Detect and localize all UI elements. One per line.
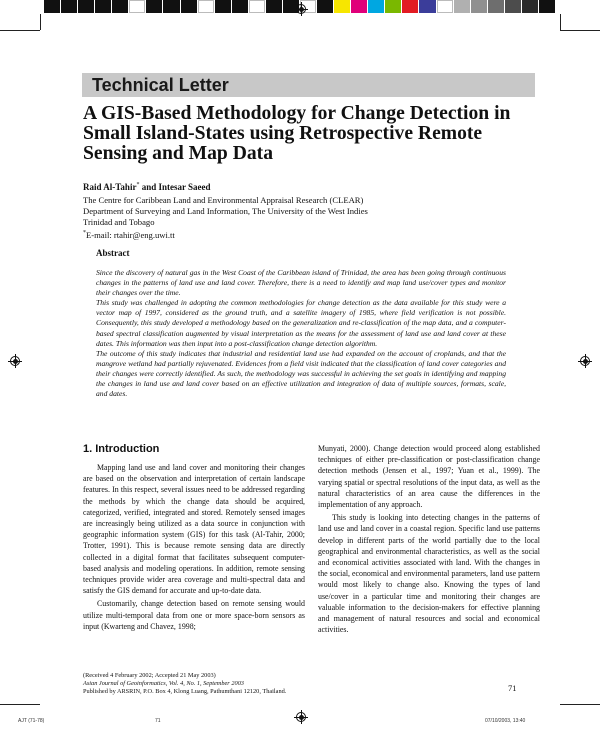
color-swatch bbox=[95, 0, 111, 13]
author-1: Raid Al-Tahir bbox=[83, 182, 137, 192]
crop-mark bbox=[40, 14, 41, 30]
author-marker: * bbox=[136, 182, 140, 188]
abstract-paragraph-2: This study was challenged in adopting the common methodologies for change detection as the data available for this study were a vector map of 1997, considered as the ground truth, and a satellite imagery of 1985, where field verification is not possible. Consequently, this study developed a methodology based on the generalization and re-classification of the map data, and a computer-based spectral classification augmented by visual interpretation as the means for the assessment of land use and land cover at these dates. This information was then input into a post-classification change detection algorithm. bbox=[96, 298, 506, 348]
color-swatch bbox=[488, 0, 504, 13]
intro-paragraph-3: Munyati, 2000). Change detection would proceed along established techniques of either pre-classification or post-classification change detection methods (Jensen et al., 1997; Yuan et al., 1999). The varying spatial or spectral resolutions of the input data, as well as the natural characteristics of an area cause the differences in the implementation of any approach. bbox=[318, 444, 540, 510]
crop-mark bbox=[560, 704, 600, 705]
crop-mark bbox=[560, 30, 600, 31]
author-2: Intesar Saeed bbox=[158, 182, 211, 192]
abstract-heading: Abstract bbox=[96, 248, 130, 258]
color-swatch bbox=[368, 0, 384, 13]
crop-mark bbox=[0, 30, 40, 31]
author-join: and bbox=[139, 182, 159, 192]
color-swatch bbox=[61, 0, 77, 13]
color-swatch bbox=[146, 0, 162, 13]
section-heading-introduction: 1. Introduction bbox=[83, 443, 160, 455]
paper-title: A GIS-Based Methodology for Change Detection in Small Island-States using Retrospective Remote Sensing and Map Data bbox=[83, 103, 511, 164]
color-swatch bbox=[129, 0, 145, 13]
color-swatch bbox=[334, 0, 350, 13]
section-label: Technical Letter bbox=[92, 75, 229, 95]
color-swatch bbox=[249, 0, 265, 13]
affiliation-2: Department of Surveying and Land Information, The University of the West Indies bbox=[83, 206, 368, 216]
color-swatch bbox=[402, 0, 418, 13]
abstract-paragraph-3: The outcome of this study indicates that industrial and residential land use had expanded on the account of croplands, and that the mangrove wetland had partially rejuvenated. Evidences from a field visit indicated that the classification of land cover categories and their changes were correctly identified. As such, the methodology was successful in achieving the set goals in identifying and mapping the changes in land use and land cover based on an effective utilization and integration of data of multiple sources, formats, scale, and dates. bbox=[96, 348, 506, 399]
color-swatch bbox=[454, 0, 470, 13]
abstract-body bbox=[96, 268, 506, 399]
color-swatch bbox=[44, 0, 60, 13]
slug-date: 07/10/2003, 13:40 bbox=[485, 718, 526, 724]
page-number: 71 bbox=[508, 683, 517, 693]
registration-mark-right-icon bbox=[578, 354, 592, 368]
color-swatch bbox=[266, 0, 282, 13]
publication-footnote bbox=[83, 672, 286, 695]
abstract-paragraph-1: Since the discovery of natural gas in the West Coast of the Caribbean island of Trinidad, the area has been going through continuous changes in the patterns of land use and land cover. Therefore, there is a need to identify and map land use/cover types and monitor their changes over the time. bbox=[96, 268, 506, 298]
intro-paragraph-2: Customarily, change detection based on remote sensing would utilize multi-temporal data from one or more space-born sensors as input (Kwarteng and Chavez, 1998; bbox=[83, 599, 305, 631]
color-swatch bbox=[317, 0, 333, 13]
color-swatch bbox=[539, 0, 555, 13]
color-swatch bbox=[232, 0, 248, 13]
crop-mark bbox=[0, 704, 40, 705]
slug-page: 71 bbox=[155, 718, 161, 724]
slug-file: AJT (71-78) bbox=[18, 718, 45, 724]
publisher-line: Published by ARSRIN, P.O. Box 4, Klong Luang, Pathumthani 12120, Thailand. bbox=[83, 687, 287, 695]
intro-paragraph-1: Mapping land use and land cover and monitoring their changes are based on the observation and interpretation of certain landscape features. In this respect, several issues need to be addressed regarding the methods by which the change data should be acquired, categorized, verified, integrated and stored. Remotely sensed images are increasingly being utilized as a data source in conjunction with geographic information system (GIS) for this task (Al-Tahir, 2000; Trotter, 1991). This is because remote sensing data are directly collected in a digital format that facilitates subsequent computer-based analysis and modeling operations. In addition, remote sensing techniques provide wider area coverage and multi-spectral data and satisfy the GIS demand for accurate and up-to-date data. bbox=[83, 463, 305, 596]
color-swatch bbox=[181, 0, 197, 13]
color-swatch bbox=[505, 0, 521, 13]
color-swatch bbox=[198, 0, 214, 13]
affiliation-3: Trinidad and Tobago bbox=[83, 217, 155, 227]
email-line bbox=[83, 228, 175, 241]
email[interactable]: E-mail: rtahir@eng.uwi.tt bbox=[86, 229, 175, 240]
journal-citation: Asian Journal of Geoinformatics, Vol. 4, No. 1, September 2003 bbox=[83, 679, 244, 687]
email-marker: * bbox=[83, 230, 86, 236]
right-column bbox=[318, 443, 540, 635]
color-swatch bbox=[112, 0, 128, 13]
left-column bbox=[83, 462, 305, 632]
registration-mark-bottom-icon bbox=[294, 710, 308, 724]
color-swatch bbox=[419, 0, 435, 13]
color-swatch bbox=[385, 0, 401, 13]
registration-mark-left-icon bbox=[8, 354, 22, 368]
crop-mark bbox=[560, 14, 561, 30]
registration-mark-top-icon bbox=[294, 2, 308, 16]
color-swatch bbox=[215, 0, 231, 13]
affiliation-1: The Centre for Caribbean Land and Environmental Appraisal Research (CLEAR) bbox=[83, 195, 364, 205]
received-dates: (Received 4 February 2002; Accepted 21 May 2003) bbox=[83, 672, 216, 679]
intro-paragraph-4: This study is looking into detecting changes in the patterns of land use and land cover in a coastal region. Specific land use patterns develop in different parts of the world partially due to the local geographical and environmental characteristics, as well as the social and economical activities associated with land. With the changes in the social, economical and environmental parameters, land use pattern would most likely to change also. Knowing the types of land use/cover in a particular time and monitoring their changes are valuable information to the decision-makers for effective planning and management of natural resources and social and economical activities. bbox=[318, 513, 540, 635]
color-swatch bbox=[522, 0, 538, 13]
color-swatch bbox=[163, 0, 179, 13]
color-swatch bbox=[471, 0, 487, 13]
color-swatch bbox=[351, 0, 367, 13]
author-line bbox=[83, 182, 211, 192]
color-swatch bbox=[437, 0, 453, 13]
color-swatch bbox=[78, 0, 94, 13]
